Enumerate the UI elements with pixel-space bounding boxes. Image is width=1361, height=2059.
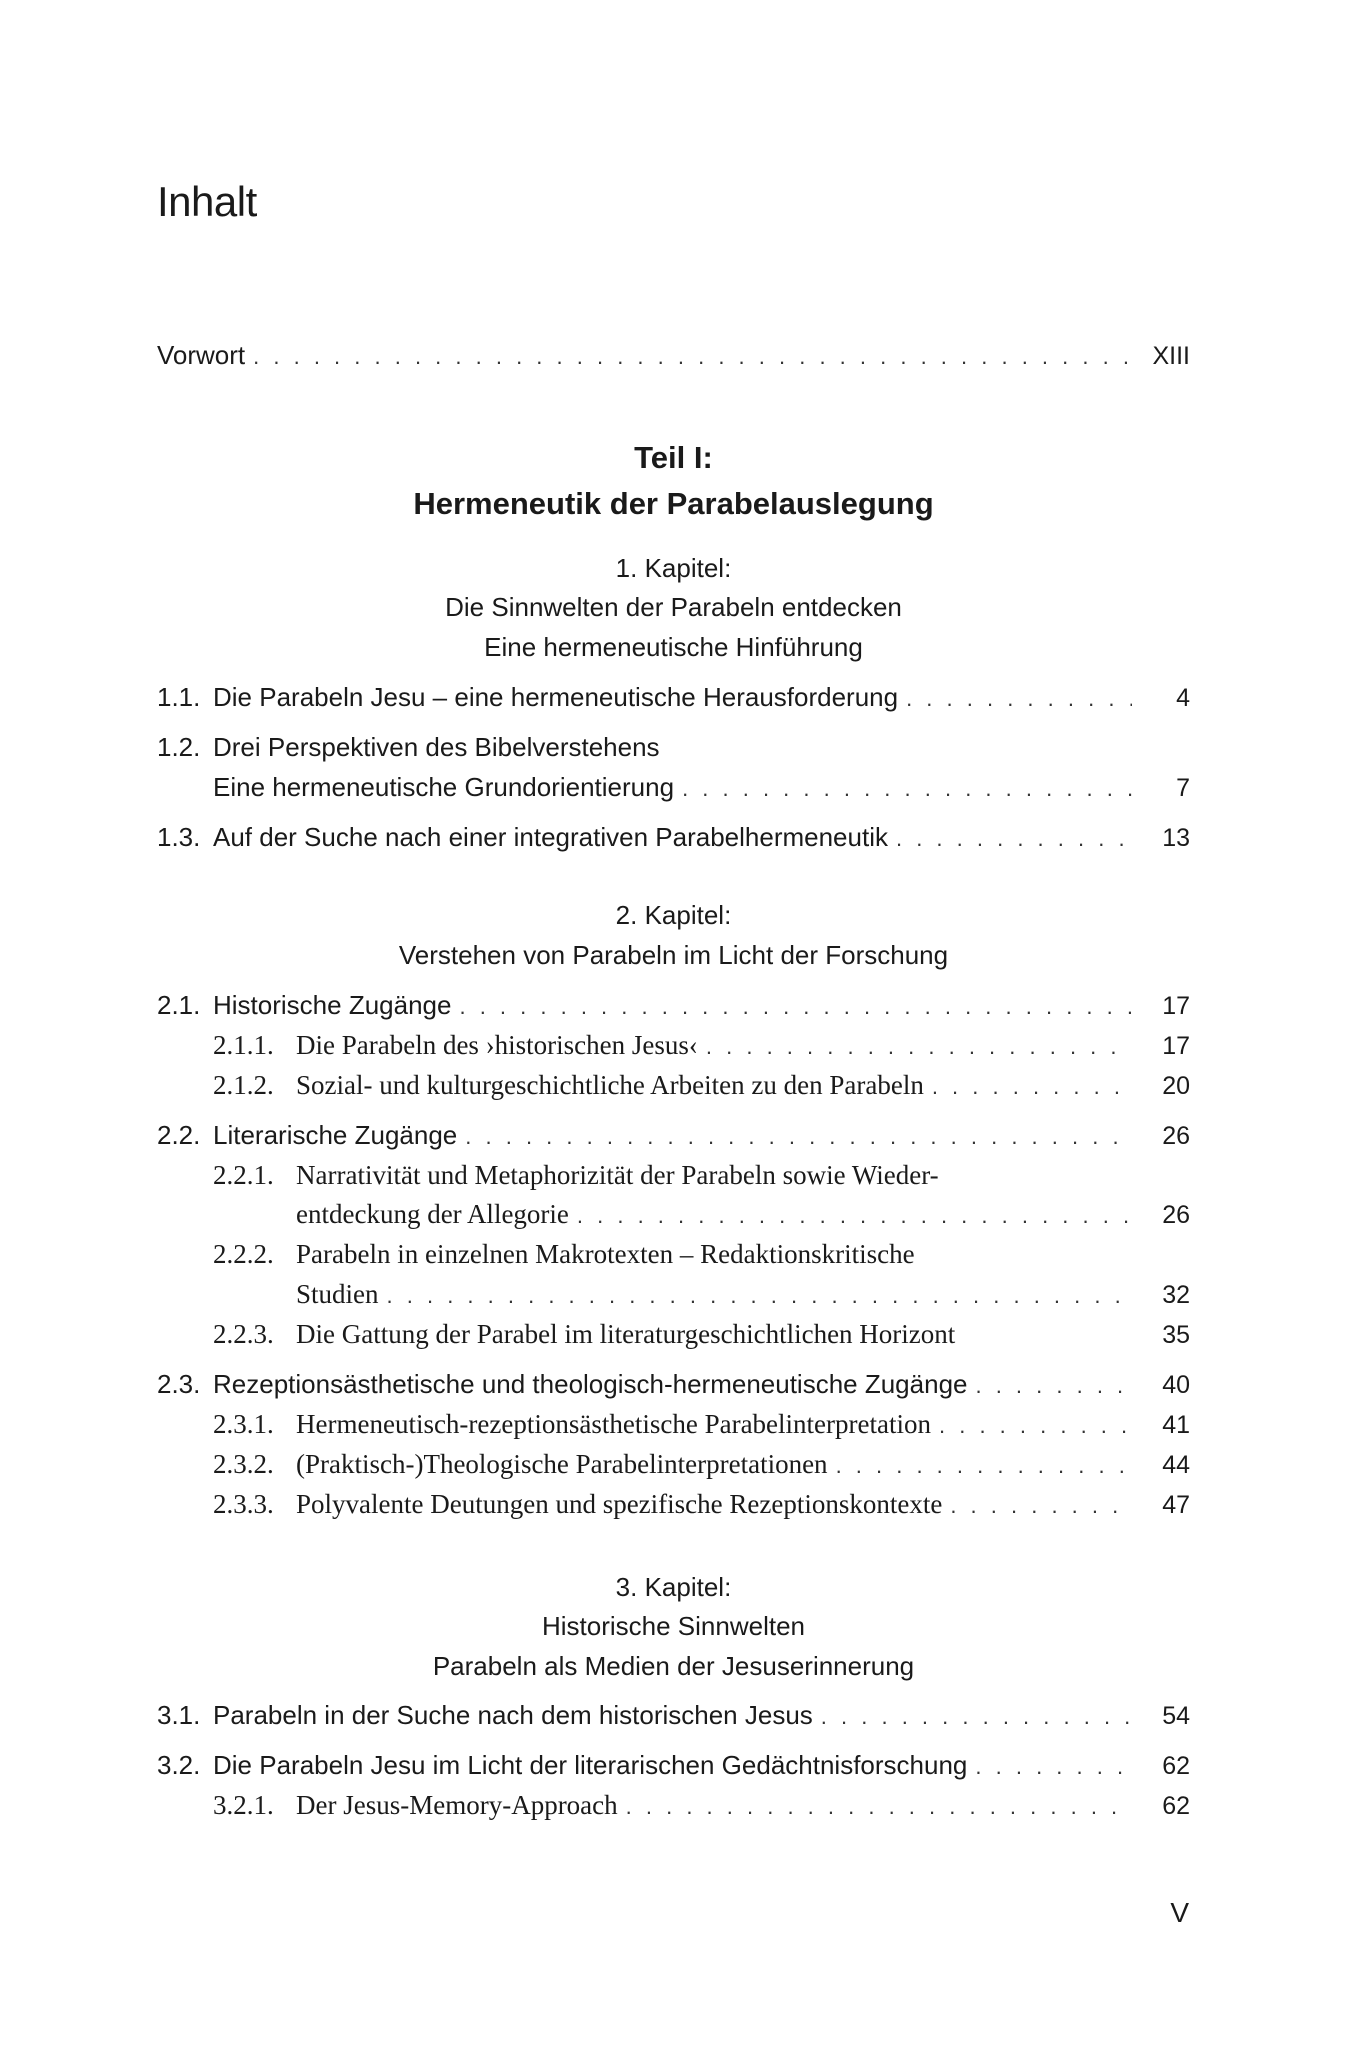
- dot-leader: [836, 1453, 1132, 1479]
- entry-page: 4: [1176, 684, 1190, 712]
- chapter-2-label: 2. Kapitel:: [615, 900, 732, 930]
- toc-entry[interactable]: [157, 1369, 1190, 1405]
- toc-subentry[interactable]: [157, 1790, 1190, 1826]
- toc-subentry[interactable]: [157, 1070, 1190, 1106]
- entry-number: 2.1.2.: [213, 1070, 274, 1100]
- entry-page: 7: [1176, 774, 1190, 802]
- entry-number: 2.1.: [157, 990, 201, 1020]
- entry-number: 2.3.3.: [213, 1489, 274, 1519]
- entry-text: Parabeln in einzelnen Makrotexten – Redaktionskritische: [296, 1239, 915, 1269]
- entry-text: Auf der Suche nach einer integrativen Parabelhermeneutik: [213, 822, 888, 852]
- entry-number: 3.2.: [157, 1750, 201, 1780]
- entry-page: 20: [1162, 1072, 1190, 1100]
- toc-entry[interactable]: [157, 732, 1190, 768]
- entry-text: Vorwort: [157, 340, 246, 370]
- entry-number: 3.2.1.: [213, 1790, 274, 1820]
- entry-page: 26: [1162, 1201, 1190, 1229]
- chapter-3-subtitle: Parabeln als Medien der Jesuserinnerung: [432, 1651, 915, 1681]
- toc-subentry-continued[interactable]: [157, 1279, 1190, 1315]
- entry-number: 2.3.1.: [213, 1409, 274, 1439]
- toc-entry-continued[interactable]: [157, 772, 1190, 808]
- dot-leader: [975, 1373, 1132, 1399]
- part-label: Teil I:: [634, 440, 713, 475]
- entry-page: 54: [1162, 1702, 1190, 1730]
- entry-text: Literarische Zugänge: [213, 1120, 458, 1150]
- toc-entry[interactable]: [157, 990, 1190, 1026]
- entry-page: 32: [1162, 1281, 1190, 1309]
- entry-text: Historische Zugänge: [213, 990, 452, 1020]
- toc-subentry[interactable]: [157, 1409, 1190, 1445]
- toc-entry[interactable]: [157, 682, 1190, 718]
- entry-text: Polyvalente Deutungen und spezifische Rezeptionskontexte: [296, 1489, 943, 1519]
- entry-number: 2.2.: [157, 1120, 201, 1150]
- entry-number: 2.1.1.: [213, 1030, 274, 1060]
- entry-text: Die Parabeln Jesu – eine hermeneutische Herausforderung: [213, 682, 899, 712]
- entry-text: Narrativität und Metaphorizität der Parabeln sowie Wieder-: [296, 1160, 939, 1190]
- entry-page: 17: [1162, 1032, 1190, 1060]
- entry-page: 35: [1162, 1321, 1190, 1349]
- entry-number: 1.1.: [157, 682, 201, 712]
- dot-leader: [821, 1704, 1132, 1730]
- toc-subentry[interactable]: [157, 1319, 1190, 1355]
- dot-leader: [906, 686, 1132, 712]
- dot-leader: [950, 1493, 1132, 1519]
- entry-page: 40: [1162, 1371, 1190, 1399]
- entry-number: 3.1.: [157, 1700, 201, 1730]
- entry-page: XIII: [1152, 342, 1190, 370]
- page-number: V: [1170, 1897, 1189, 1928]
- dot-leader: [682, 776, 1132, 802]
- entry-text: Drei Perspektiven des Bibelverstehens: [213, 732, 660, 762]
- entry-number: 1.3.: [157, 822, 201, 852]
- dot-leader: [975, 1754, 1132, 1780]
- dot-leader: [465, 1124, 1132, 1150]
- dot-leader: [932, 1074, 1132, 1100]
- entry-page: 47: [1162, 1491, 1190, 1519]
- toc-entry[interactable]: [157, 1700, 1190, 1736]
- dot-leader: [577, 1203, 1132, 1229]
- chapter-2-title: Verstehen von Parabeln im Licht der Forschung: [398, 940, 949, 970]
- toc-entry[interactable]: [157, 1750, 1190, 1786]
- entry-text-line2: Studien: [296, 1279, 379, 1309]
- toc-entry-vorwort[interactable]: [157, 340, 1190, 376]
- entry-number: 1.2.: [157, 732, 201, 762]
- entry-text: Sozial- und kulturgeschichtliche Arbeiten zu den Parabeln: [296, 1070, 924, 1100]
- toc-subentry[interactable]: [157, 1160, 1190, 1196]
- toc-subentry[interactable]: [157, 1489, 1190, 1525]
- dot-leader: [387, 1283, 1132, 1309]
- entry-number: 2.2.2.: [213, 1239, 274, 1269]
- entry-number: 2.3.: [157, 1369, 201, 1399]
- toc-entry[interactable]: [157, 822, 1190, 858]
- toc-subentry[interactable]: [157, 1449, 1190, 1485]
- entry-text: Rezeptionsästhetische und theologisch-hermeneutische Zugänge: [213, 1369, 968, 1399]
- dot-leader: [939, 1413, 1132, 1439]
- dot-leader: [459, 994, 1132, 1020]
- entry-text: Hermeneutisch-rezeptionsästhetische Parabelinterpretation: [296, 1409, 931, 1439]
- entry-page: 17: [1162, 992, 1190, 1020]
- entry-text: Parabeln in der Suche nach dem historischen Jesus: [213, 1700, 813, 1730]
- entry-text-line2: Eine hermeneutische Grundorientierung: [213, 772, 675, 802]
- chapter-1-label: 1. Kapitel:: [615, 553, 732, 583]
- chapter-1-title: Die Sinnwelten der Parabeln entdecken: [445, 592, 902, 622]
- entry-page: 13: [1162, 824, 1190, 852]
- dot-leader: [706, 1034, 1132, 1060]
- toc-subentry[interactable]: [157, 1030, 1190, 1066]
- dot-leader: [626, 1794, 1132, 1820]
- dot-leader: [253, 344, 1132, 370]
- toc-entry[interactable]: [157, 1120, 1190, 1156]
- part-title: Hermeneutik der Parabelauslegung: [413, 486, 934, 521]
- entry-text-line2: entdeckung der Allegorie: [296, 1199, 569, 1229]
- entry-text: Die Gattung der Parabel im literaturgeschichtlichen Horizont: [296, 1319, 956, 1349]
- toc-subentry[interactable]: [157, 1239, 1190, 1275]
- entry-text: (Praktisch-)Theologische Parabelinterpretationen: [296, 1449, 828, 1479]
- entry-text: Die Parabeln Jesu im Licht der literarischen Gedächtnisforschung: [213, 1750, 968, 1780]
- dot-leader: [896, 826, 1132, 852]
- entry-number: 2.3.2.: [213, 1449, 274, 1479]
- entry-number: 2.2.1.: [213, 1160, 274, 1190]
- toc-subentry-continued[interactable]: [157, 1199, 1190, 1235]
- entry-page: 41: [1162, 1411, 1190, 1439]
- chapter-3-label: 3. Kapitel:: [615, 1572, 732, 1602]
- entry-page: 62: [1162, 1792, 1190, 1820]
- chapter-3-title: Historische Sinnwelten: [541, 1611, 805, 1641]
- chapter-1-subtitle: Eine hermeneutische Hinführung: [484, 632, 863, 662]
- entry-number: 2.2.3.: [213, 1319, 274, 1349]
- entry-page: 44: [1162, 1451, 1190, 1479]
- entry-page: 26: [1162, 1122, 1190, 1150]
- entry-page: 62: [1162, 1752, 1190, 1780]
- entry-text: Die Parabeln des ›historischen Jesus‹: [296, 1030, 698, 1060]
- entry-text: Der Jesus-Memory-Approach: [296, 1790, 618, 1820]
- page-title: Inhalt: [157, 178, 257, 225]
